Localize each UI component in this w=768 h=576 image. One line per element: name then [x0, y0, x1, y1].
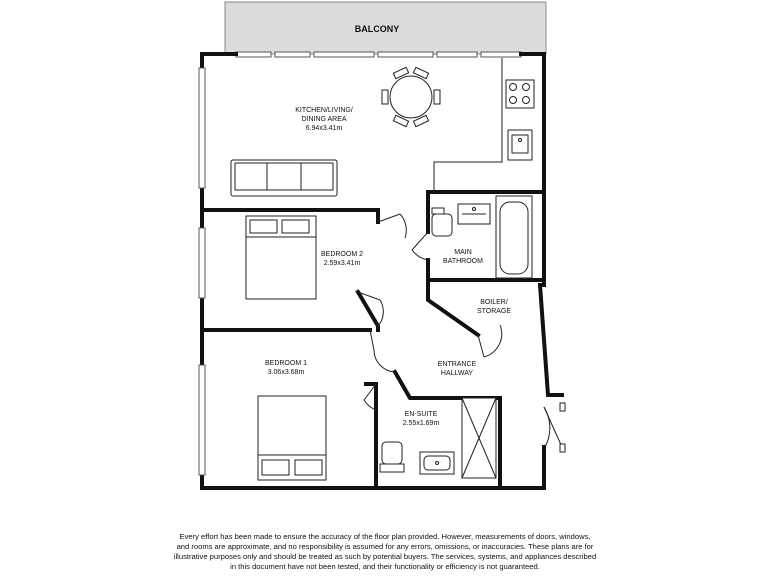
kitchen-dims: 6.94x3.41m	[305, 125, 343, 132]
kitchen-label-line2: DINING AREA	[301, 116, 347, 123]
ensuite-label: EN-SUITE	[404, 411, 438, 418]
hallway-label-line1: ENTRANCE	[437, 361, 477, 368]
disclaimer-line: in this document have not been tested, and their functionality or efficiency is not guaranteed.	[230, 562, 540, 571]
ensuite-dims: 2.55x1.69m	[402, 420, 440, 427]
bedroom2-label: BEDROOM 2	[320, 251, 364, 258]
bed-icon-bedroom-1	[258, 396, 326, 480]
bed-icon-bedroom-2	[246, 216, 316, 299]
kitchen-counter	[434, 58, 534, 192]
bathroom-label-line2: BATHROOM	[443, 258, 483, 265]
bathroom-fixtures	[432, 196, 532, 278]
bedroom2-dims: 2.59x3.41m	[323, 260, 361, 267]
hallway-label-line2: HALLWAY	[440, 370, 474, 377]
ensuite-fixtures	[380, 398, 496, 478]
disclaimer-line: illustrative purposes only and should be treated as such by potential buyers. The services, systems, and appliances described	[173, 552, 597, 561]
balcony-label: BALCONY	[354, 24, 400, 34]
bathroom-label-line1: MAIN	[454, 249, 472, 256]
boiler-label-line2: STORAGE	[476, 308, 512, 315]
left-windows	[199, 68, 205, 475]
bedroom1-label: BEDROOM 1	[264, 360, 308, 367]
bedroom1-dims: 3.06x3.68m	[267, 369, 305, 376]
disclaimer-line: and rooms are approximate, and no responsibility is assumed for any errors, omissions, or inaccuracies. These plans are for	[176, 542, 594, 551]
dining-table-icon	[382, 67, 440, 126]
disclaimer	[150, 532, 620, 572]
disclaimer-line: Every effort has been made to ensure the accuracy of the floor plan provided. However, measurements of doors, windows,	[179, 532, 591, 541]
sofa-icon	[231, 160, 337, 196]
kitchen-label-line1: KITCHEN/LIVING/	[295, 107, 353, 114]
boiler-label-line1: BOILER/	[480, 299, 508, 306]
